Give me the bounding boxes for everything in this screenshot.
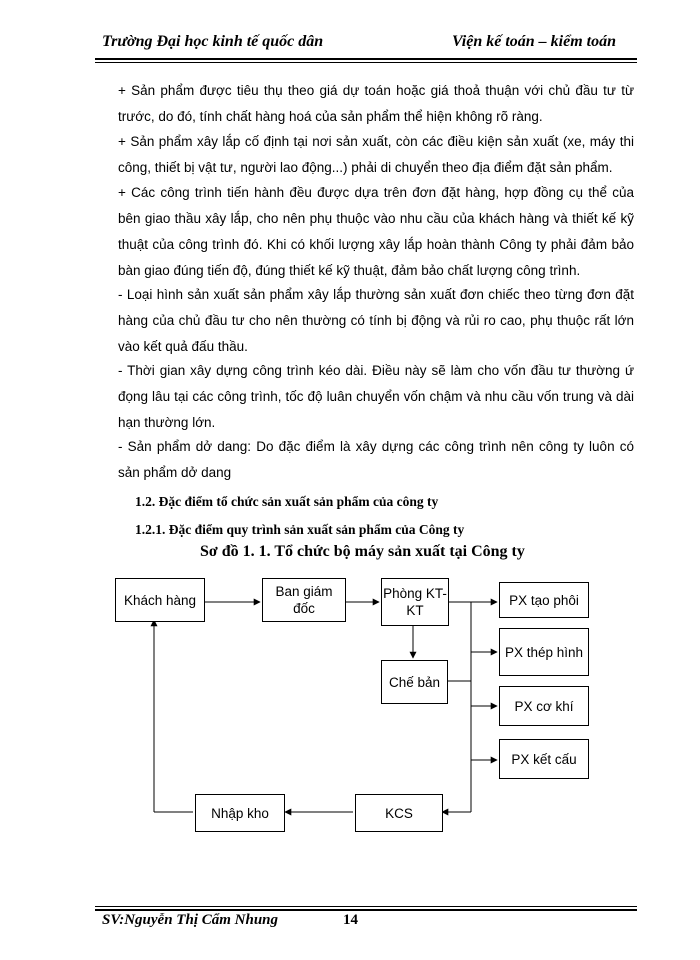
diagram-title: Sơ đồ 1. 1. Tổ chức bộ máy sản xuất tại Công ty: [200, 543, 525, 560]
box-nhap-kho: Nhập kho: [195, 794, 285, 832]
box-kcs: KCS: [355, 794, 443, 832]
box-khach-hang: Khách hàng: [115, 578, 205, 622]
box-px-tao-phoi: PX tạo phôi: [499, 582, 589, 618]
box-phong-kt-kt: Phòng KT-KT: [381, 578, 449, 626]
paragraph-2: + Sản phẩm xây lắp cố định tại nơi sản xuất, còn các điều kiện sản xuất (xe, máy thi công, thiết bị vật tư, người lao động...) phải di chuyển theo địa điểm đặt sản phẩm.: [118, 134, 634, 175]
box-px-co-khi: PX cơ khí: [499, 686, 589, 726]
box-che-ban: Chế bản: [381, 660, 448, 704]
paragraph-5: - Thời gian xây dựng công trình kéo dài. Điều này sẽ làm cho vốn đầu tư thường ứ đọng lâu tại các công trình, tốc độ luân chuyển vốn chậm và nhu cầu vốn trung và dài hạn thường lớn.: [118, 363, 634, 430]
box-px-thep-hinh: PX thép hình: [499, 628, 589, 676]
section-heading-1-2: 1.2. Đặc điểm tổ chức sản xuất sản phẩm của công ty: [135, 494, 439, 509]
footer-rule-thin: [95, 906, 637, 907]
section-heading-1-2-1: 1.2.1. Đặc điểm quy trình sản xuất sản phẩm của Công ty: [135, 522, 465, 537]
footer-rule-thick: [95, 909, 637, 911]
box-ban-giam-doc: Ban giám đốc: [262, 578, 346, 622]
paragraph-6: - Sản phẩm dở dang: Do đặc điểm là xây dựng các công trình nên công ty luôn có sản phẩm dở dang: [118, 439, 634, 480]
header-school-name: Trường Đại học kinh tế quốc dân: [102, 33, 324, 50]
paragraph-3: + Các công trình tiến hành đều được dựa trên đơn đặt hàng, hợp đồng cụ thể của bên giao thầu xây lắp, cho nên phụ thuộc vào nhu cầu của khách hàng và thiết kế kỹ thuật của công trình đó. Khi có khối lượng xây lắp hoàn thành Công ty phải đảm bảo bàn giao đúng tiến độ, đúng thiết kế kỹ thuật, đảm bảo chất lượng công trình.: [118, 185, 634, 278]
page-number: 14: [343, 912, 358, 928]
paragraph-4: - Loại hình sản xuất sản phẩm xây lắp thường sản xuất đơn chiếc theo từng đơn đặt hàng của chủ đầu tư cho nên thường có tính bị động và rủi ro cao, phụ thuộc rất lớn vào kết quả đấu thầu.: [118, 287, 634, 354]
box-px-ket-cau: PX kết cấu: [499, 739, 589, 779]
header-institute-name: Viện kế toán – kiểm toán: [452, 33, 617, 50]
paragraph-1: + Sản phẩm được tiêu thụ theo giá dự toán hoặc giá thoả thuận với chủ đầu tư từ trước, do đó, tính chất hàng hoá của sản phẩm thể hiện không rõ ràng.: [118, 83, 634, 124]
footer-author: SV:Nguyễn Thị Cẩm Nhung: [102, 912, 279, 928]
